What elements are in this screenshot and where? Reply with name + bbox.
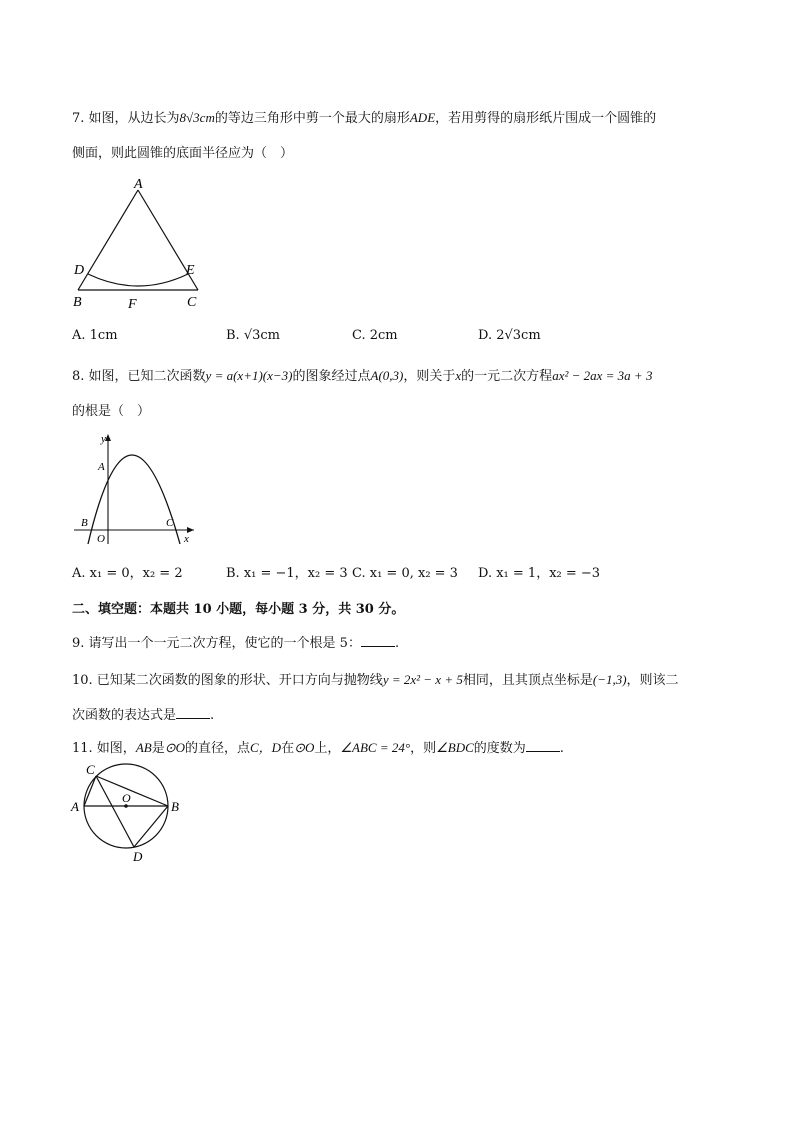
q10-text-line2: 次函数的表达式是 [72,708,177,723]
q8-label-c: C [166,517,174,529]
q11-segment-ab: AB [135,740,152,755]
q11-text-5: ，则 [410,741,437,756]
q7-option-a: A. 1cm [72,328,118,343]
q11-text-4: 上， [314,741,341,756]
q11-label-a: A [71,799,79,814]
q7-figure-sector [68,174,208,308]
q8-option-b: B. x₁ = −1，x₂ = 3 [226,566,348,581]
q11-answer-blank[interactable] [526,739,560,752]
q7-option-d: D. 2√3cm [478,328,541,343]
q11-label-o: O [122,791,131,805]
q8-label-y: y [101,433,106,445]
q8-text-mid: 的图象经过点 [292,369,371,384]
q7-label-d: D [74,263,85,278]
q11-text-prefix: 11. 如图， [72,741,136,756]
q10-answer-blank[interactable] [176,706,210,719]
q11-chord-cb [96,776,168,806]
q7-label-a: A [134,177,143,192]
q11-angle-abc: ∠ABC = 24° [340,740,411,755]
q8-variable: x [455,368,462,383]
q10-text-prefix: 10. 已知某二次函数的图象的形状、开口方向与抛物线 [72,673,383,688]
q7-text-prefix: 7. 如图，从边长为 [72,111,180,126]
q7-line-2: 侧面，则此圆锥的底面半径应为（ ） [72,146,294,161]
q8-option-d: D. x₁ = 1，x₂ = −3 [478,566,601,581]
q8-point: A(0,3) [370,368,404,383]
q7-side-value: 8√3cm [179,110,215,125]
q11-end: . [559,741,564,756]
q11-circle-o-2: ⊙O [294,740,315,755]
q7-arc-de [88,274,188,286]
q10-text-suffix: ，则该二 [626,673,679,688]
q8-label-a: A [98,461,105,473]
q8-equation: ax² − 2ax = 3a + 3 [552,368,653,383]
q8-option-a: A. x₁ = 0，x₂ = 2 [72,566,183,581]
q11-angle-bdc: ∠BDC [436,740,474,755]
q9-answer-blank[interactable] [361,634,395,647]
q10-vertex: (−1,3) [592,672,627,687]
q11-text-2: 的直径，点 [185,741,251,756]
q10-parabola: y = 2x² − x + 5 [382,672,463,687]
q8-text-mid2: ，则关于 [403,369,456,384]
q11-label-c: C [86,762,95,777]
q7-line-1 [72,108,656,129]
q8-option-c: C. x₁ = 0, x₂ = 3 [352,566,458,581]
section-title: 二、填空题：本题共 10 小题，每小题 3 分，共 30 分。 [72,602,405,617]
q7-text-mid: 的等边三角形中剪一个最大的扇形 [214,111,410,126]
q7-sector-name: ADE [409,110,436,125]
q11-label-d: D [133,849,143,864]
q11-points-cd: C，D [250,740,282,755]
q7-label-c: C [187,295,197,308]
q8-line-1 [72,366,652,387]
q8-label-b: B [81,517,88,529]
q10-end: . [210,708,215,723]
q7-option-c: C. 2cm [352,328,398,343]
q10-line-1 [72,670,679,691]
q11-label-b: B [171,799,179,814]
q8-function: y = a(x+1)(x−3) [205,368,293,383]
q8-text-mid3: 的一元二次方程 [461,369,553,384]
q7-label-e: E [186,263,195,278]
q10-text-mid: 相同，且其顶点坐标是 [462,673,593,688]
q8-label-x: x [184,533,189,545]
q9-end: . [394,636,400,651]
q11-line [72,738,564,759]
q9-text: 9. 请写出一个一元二次方程，使它的一个根是 5： [72,636,361,651]
q7-label-b: B [73,295,82,308]
q8-label-o: O [97,533,105,545]
q11-text-1: 是 [151,741,165,756]
q7-label-f: F [128,297,137,308]
q7-side-ab [78,190,138,290]
q11-text-6: 的度数为 [473,741,526,756]
q11-figure-circle [68,760,188,866]
q11-chord-cd [96,776,134,847]
q11-circle-o: ⊙O [164,740,185,755]
q8-figure-parabola [70,428,200,548]
q10-line-2 [72,706,214,726]
q8-y-arrow [105,434,111,441]
q7-option-b: B. √3cm [226,328,280,343]
q11-text-3: 在 [281,741,295,756]
q11-chord-ca [84,776,96,806]
q7-text-suffix: ，若用剪得的扇形纸片围成一个圆锥的 [435,111,657,126]
q8-text-prefix: 8. 如图，已知二次函数 [72,369,206,384]
q9-line [72,634,399,654]
q8-line-2: 的根是（ ） [72,404,151,419]
